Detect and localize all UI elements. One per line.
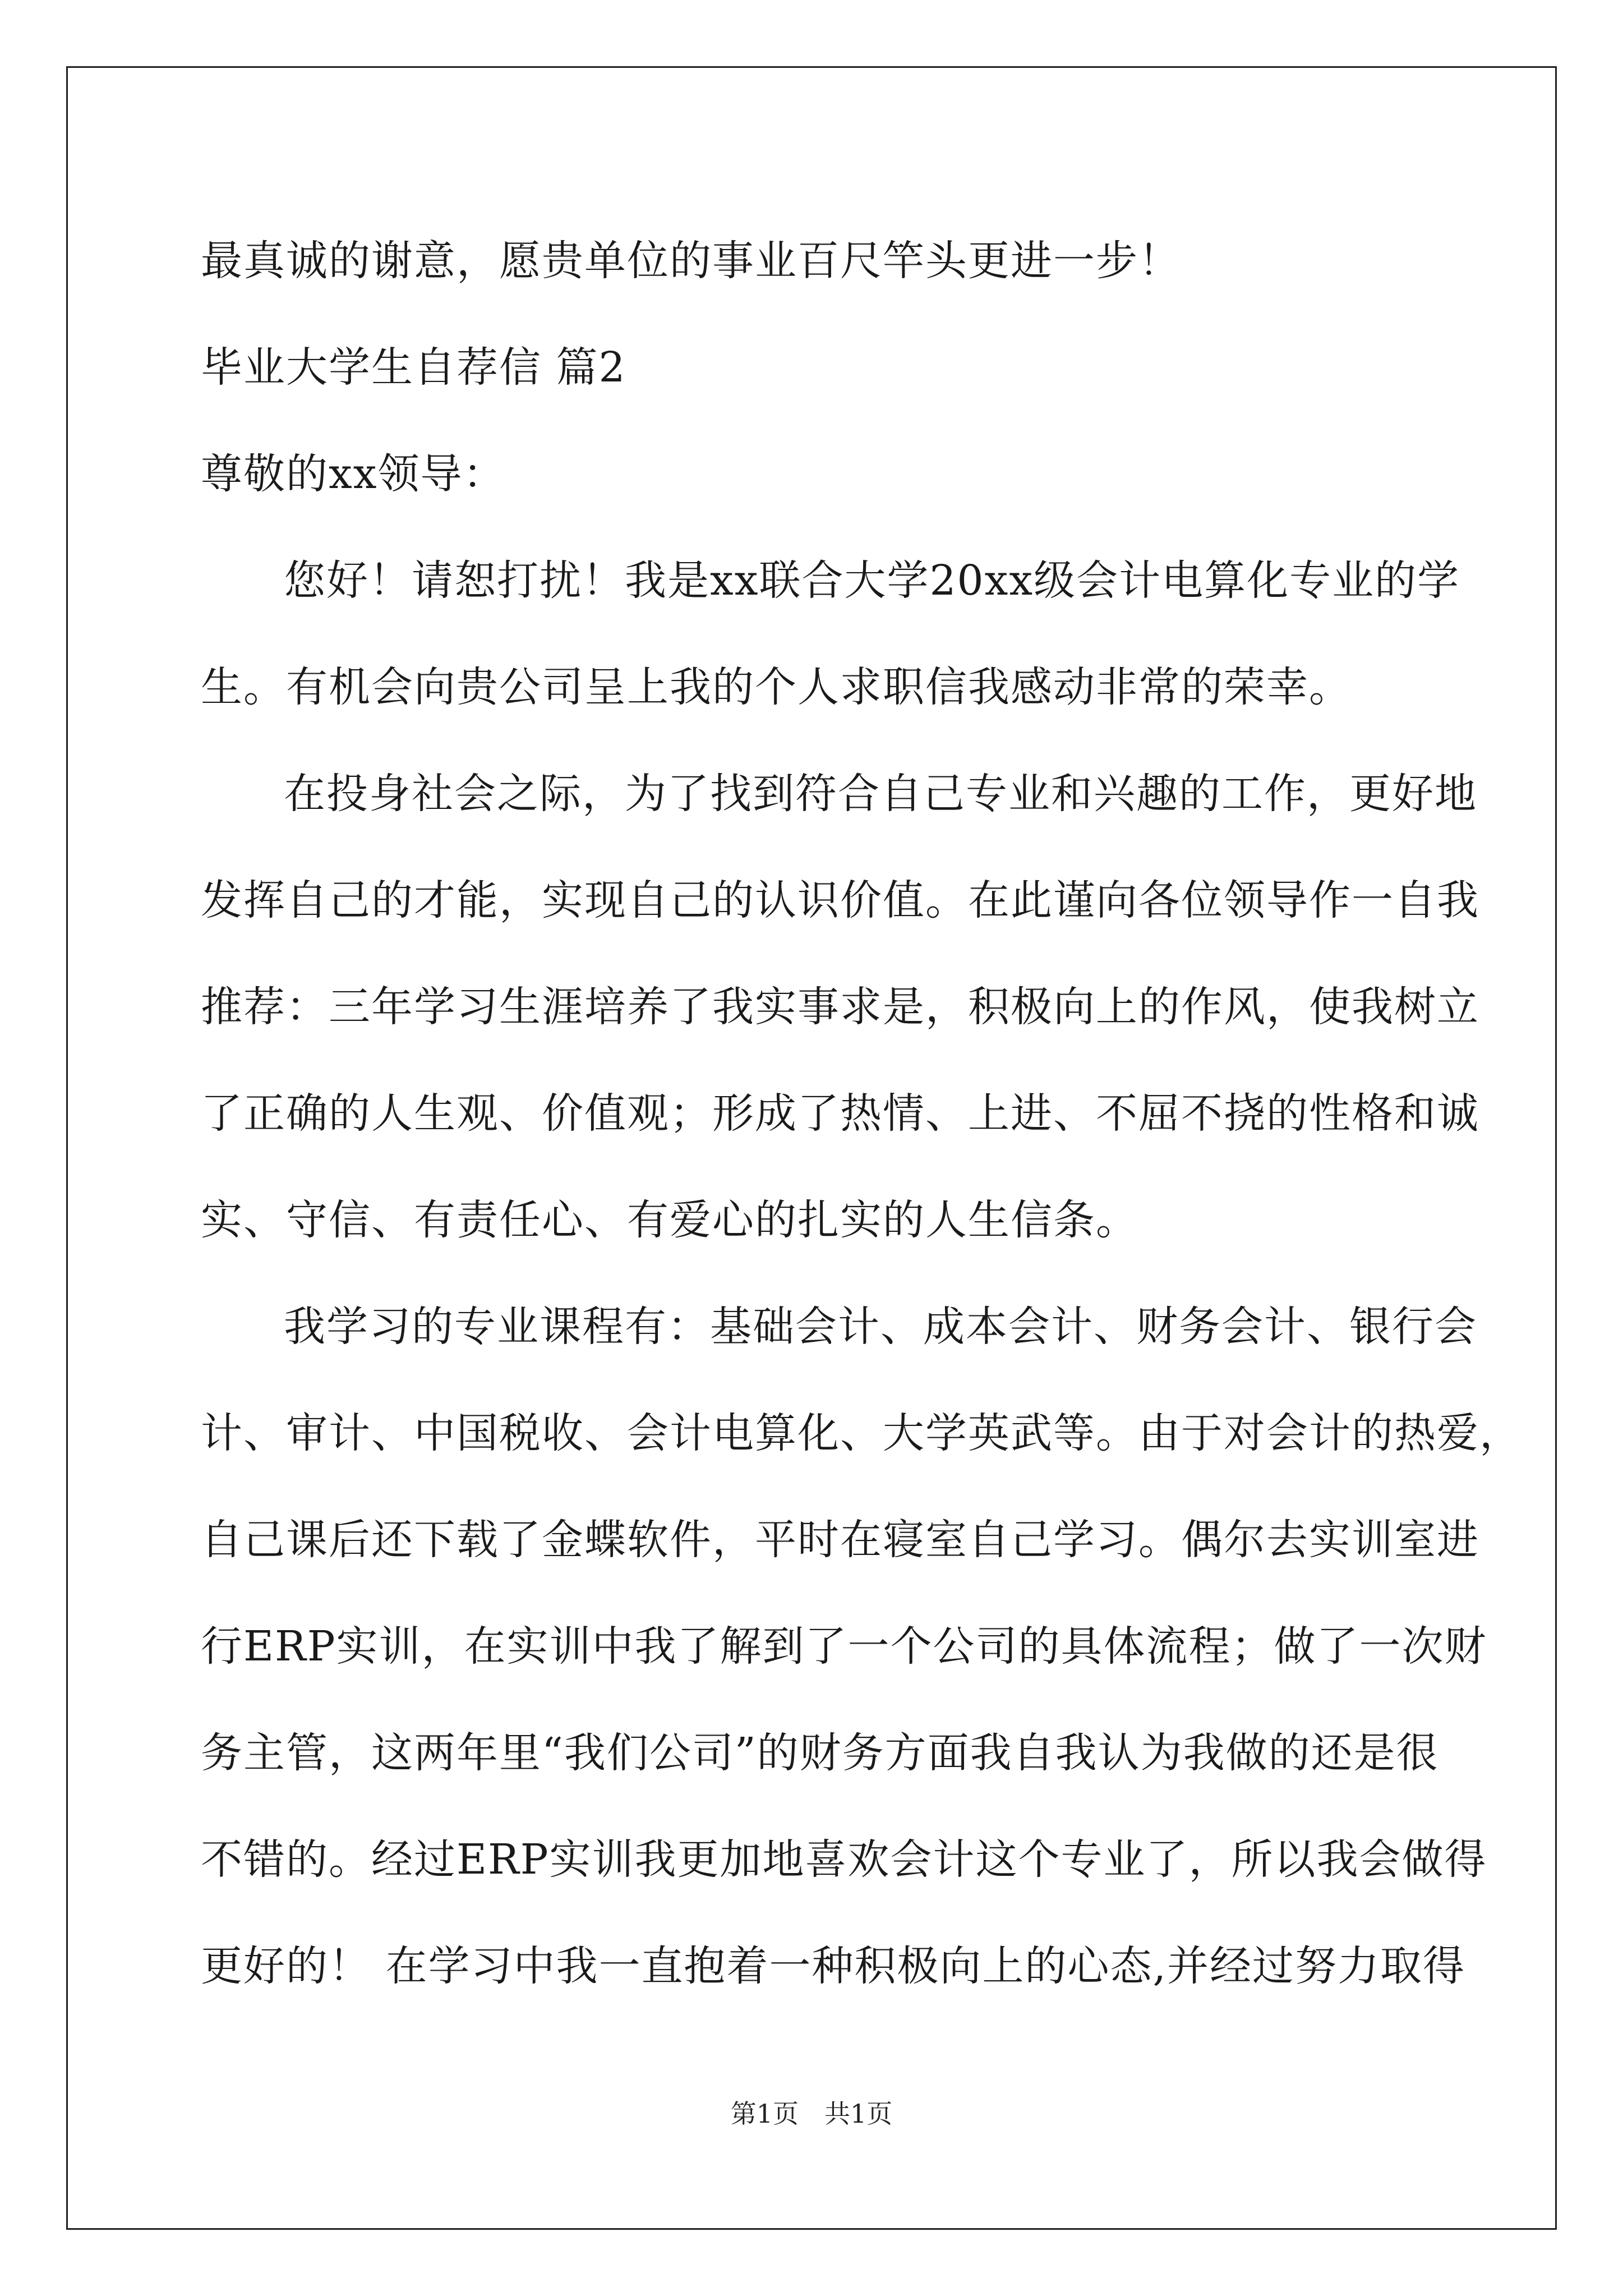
text-line: 行ERP实训，在实训中我了解到了一个公司的具体流程；做了一次财 [201,1622,1487,1671]
text-line: 推荐：三年学习生涯培养了我实事求是，积极向上的作风，使我树立 [201,983,1479,1031]
text-line: 生。有机会向贵公司呈上我的个人求职信我感动非常的荣幸。 [201,663,1352,711]
text-line: 最真诚的谢意，愿贵单位的事业百尺竿头更进一步！ [201,237,1181,285]
text-line: 尊敬的xx领导： [201,450,506,498]
text-line: 发挥自己的才能，实现自己的认识价值。在此谨向各位领导作一自我 [201,876,1479,924]
text-line: 毕业大学生自荐信 篇2 [201,343,626,392]
page-footer: 第1页 共1页 [730,2099,893,2129]
text-line: 自己课后还下载了金蝶软件，平时在寝室自己学习。偶尔去实训室进 [201,1516,1479,1564]
document-body [201,208,1522,2019]
text-line: 我学习的专业课程有：基础会计、成本会计、财务会计、银行会 [284,1303,1477,1351]
text-line: 更好的！ 在学习中我一直抱着一种积极向上的心态,并经过努力取得 [201,1942,1466,1990]
text-line: 了正确的人生观、价值观；形成了热情、上进、不屈不挠的性格和诚 [201,1089,1479,1138]
text-line: 不错的。经过ERP实训我更加地喜欢会计这个专业了，所以我会做得 [201,1835,1487,1884]
text-line: 计、审计、中国税收、会计电算化、大学英武等。由于对会计的热爱， [201,1409,1522,1457]
text-line: 您好！请恕打扰！我是xx联合大学20xx级会计电算化专业的学 [284,556,1460,605]
text-line: 务主管，这两年里“我们公司”的财务方面我自我认为我做的还是很 [201,1729,1439,1777]
text-line: 在投身社会之际，为了找到符合自己专业和兴趣的工作，更好地 [284,770,1477,818]
text-line: 实、守信、有责任心、有爱心的扎实的人生信条。 [201,1196,1138,1244]
